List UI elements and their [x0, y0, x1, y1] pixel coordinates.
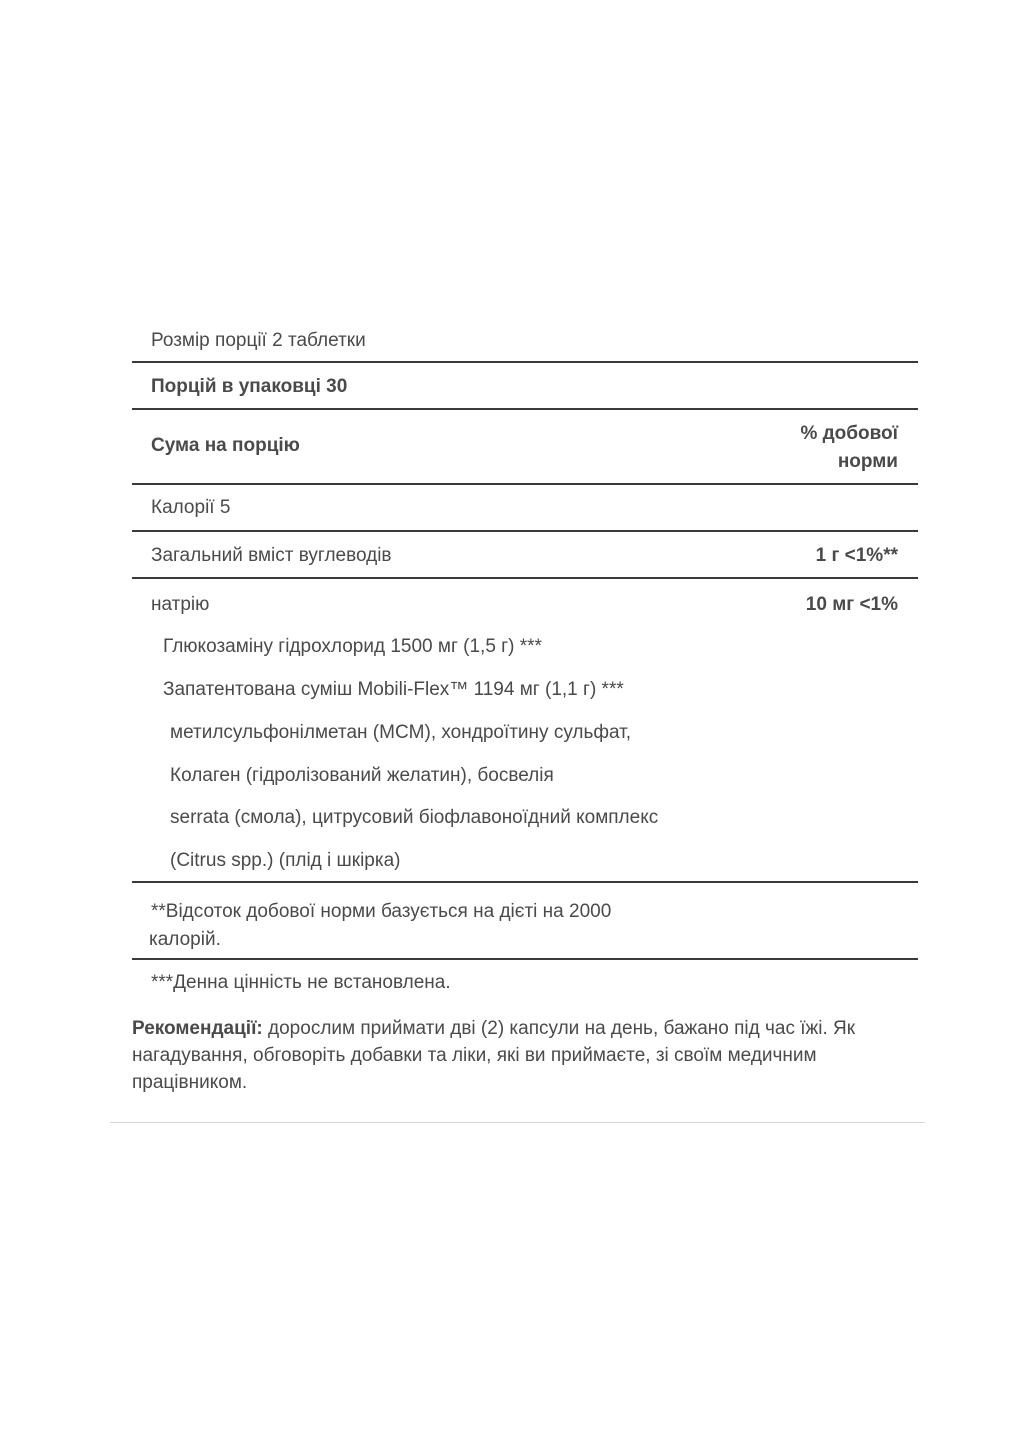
- supplement-facts-panel: [132, 322, 918, 1008]
- recommendation-text: дорослим приймати дві (2) капсули на день, бажано під час їжі. Як нагадування, обговоріть добавки та ліки, які ви приймаєте, зі своїм медичним працівником.: [132, 1018, 856, 1093]
- recommendation-label: Рекомендації:: [132, 1018, 263, 1039]
- recommendation-paragraph: [132, 1015, 892, 1096]
- calories-text: Калорії 5: [151, 497, 231, 518]
- ingredient-line: Запатентована суміш Mobili-Flex™ 1194 мг (1,1 г) ***: [163, 679, 624, 700]
- not-established-footnote: ***Денна цінність не встановлена.: [151, 972, 451, 993]
- daily-value-footnote-line1: **Відсоток добової норми базується на дієті на 2000: [151, 901, 612, 922]
- daily-value-footnote-row: [132, 883, 918, 960]
- calories-row: [132, 485, 918, 532]
- amount-header-row: [132, 410, 918, 485]
- sodium-label: натрію: [151, 594, 210, 615]
- daily-value-header: [800, 420, 898, 476]
- amount-per-serving-label: Сума на порцію: [151, 435, 300, 456]
- daily-value-header-line1: % добової: [800, 423, 898, 444]
- daily-value-header-line2: норми: [837, 451, 898, 472]
- servings-per-container-row: [132, 363, 918, 410]
- carbs-value: 1 г <1%**: [815, 545, 898, 566]
- ingredient-line: (Citrus spp.) (плід і шкірка): [170, 850, 401, 871]
- ingredient-line: Глюкозаміну гідрохлорид 1500 мг (1,5 г) ***: [163, 636, 542, 657]
- carbs-label: Загальний вміст вуглеводів: [151, 545, 392, 566]
- sodium-value: 10 мг <1%: [805, 594, 898, 615]
- sodium-row: [132, 579, 918, 883]
- ingredient-line: метилсульфонілметан (MCM), хондроїтину сульфат,: [170, 722, 632, 743]
- serving-size-text: Розмір порції 2 таблетки: [151, 330, 366, 351]
- bottom-divider: [110, 1122, 925, 1123]
- not-established-footnote-row: [132, 960, 918, 1008]
- servings-per-container-text: Порцій в упаковці 30: [151, 376, 348, 397]
- ingredient-line: serrata (смола), цитрусовий біофлавоноїдний комплекс: [170, 807, 659, 828]
- daily-value-footnote-line2: калорій.: [149, 929, 221, 950]
- carbs-row: [132, 532, 918, 579]
- ingredient-line: Колаген (гідролізований желатин), босвелія: [170, 765, 554, 786]
- serving-size-row: [132, 322, 918, 363]
